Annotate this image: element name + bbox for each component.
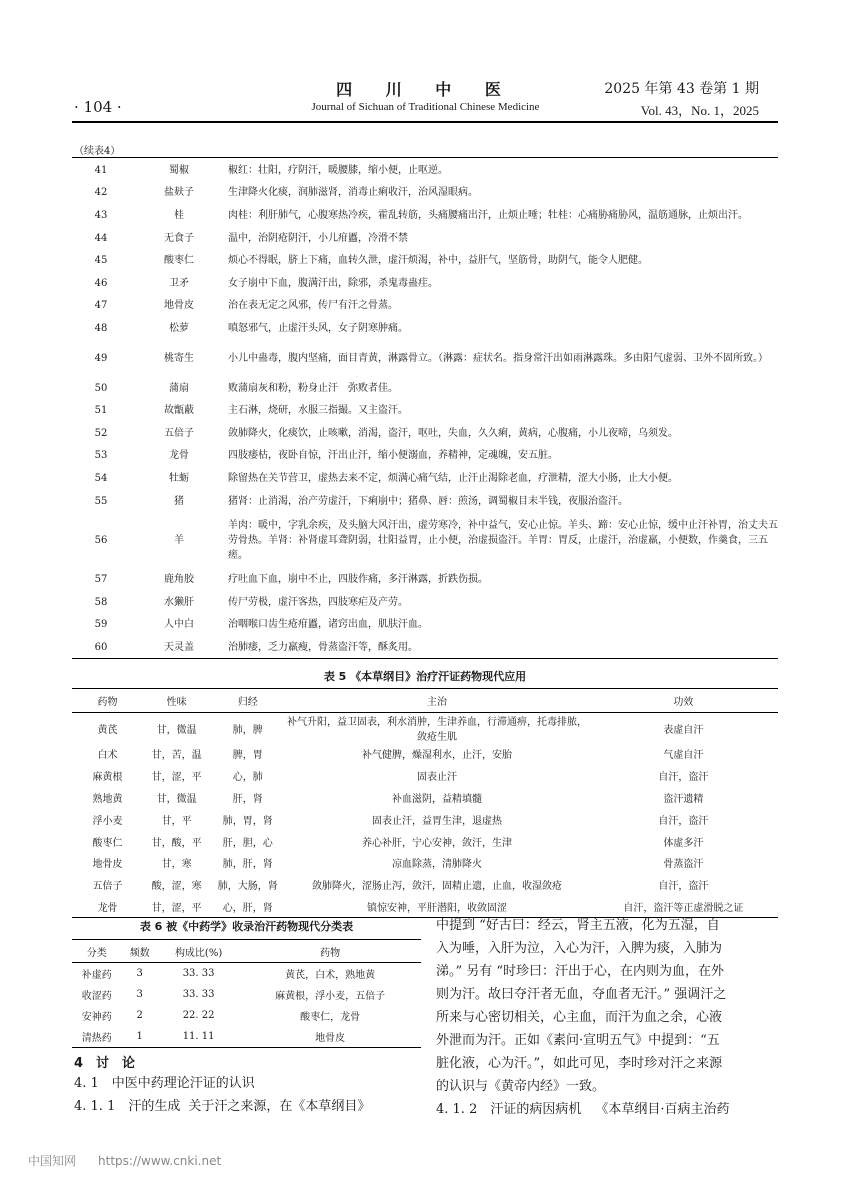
table4-row (72, 377, 778, 400)
section-4-1-1-heading: 4. 1. 1 汗的生成 (74, 1099, 181, 1114)
table5-cell: 敛肺降火，涩肠止泻，敛汗，固精止遗，止血，收湿敛疮 (312, 881, 563, 893)
table4-cell-no: 42 (94, 187, 108, 199)
table6-cell: 3 (136, 968, 143, 979)
table4-cell-desc: 椒红：壮阳，疗阴汗，暖腰膝，缩小便，止呕逆。 (228, 164, 448, 176)
table5-cell: 甘，涩，平 (151, 772, 202, 784)
table6-cell: 酸枣仁，龙骨 (300, 1012, 361, 1023)
table4-cell-name: 鹿角胶 (164, 574, 194, 586)
table5-cell: 肺，胃，肾 (222, 815, 273, 827)
table5-cell: 养心补肝，宁心安神，敛汗，生津 (362, 837, 513, 849)
table4-cell-desc: 烦心不得眠，脐上下痛，血转久泄，虚汗烦渴，补中，益肝气，坚筋骨，助阴气，能令人肥健。 (228, 255, 648, 267)
table5-caption: 表 5 《本草纲目》治疗汗证药物现代应用 (323, 670, 527, 683)
table4-cell-no: 48 (94, 322, 108, 334)
table5-cell: 表虚自汗 (663, 724, 704, 736)
table4-cell-desc: 生津降火化痰，润肺滋肾，消毒止痢收汗，治风湿眼病。 (228, 187, 478, 199)
table5-cell: 黄芪 (97, 724, 118, 736)
section-4-1-2-heading: 4. 1. 2 汗证的病因病机 (436, 1102, 582, 1117)
table4-cell-name: 人中白 (164, 619, 194, 631)
table4-cell-no: 49 (94, 352, 108, 364)
table4-cell-desc: 传尸劳极，虚汗客热，四肢寒疟及产劳。 (228, 596, 408, 608)
table5-cell: 心，肺 (232, 772, 263, 784)
table4-cell-name: 水獭肝 (164, 596, 194, 608)
table4-cell-no: 52 (94, 427, 108, 439)
table5-row (72, 765, 778, 787)
table4-cell-name: 猪 (174, 495, 184, 507)
table4-cell-name: 盐麸子 (164, 187, 194, 199)
table4-cell-name: 蒲扇 (169, 382, 189, 394)
table4-bottom-rule (72, 658, 778, 659)
table6-cell: 地骨皮 (315, 1033, 346, 1044)
table5-cell: 骨蒸盗汗 (663, 859, 704, 871)
text-line: 入为唾，入肝为泣，入心为汗，入脾为痰，入肺为 (436, 941, 723, 956)
table4-cell-desc: 羊肉：暖中，字乳余疾，及头脑大风汗出，虚劳寒冷，补中益气，安心止惊。羊头、蹄：安心止惊，缓中止汗补胃，治丈夫五劳骨热。羊肾：补肾虚耳聋阴弱，壮阳益胃，止小便，治虚损盗汗。羊胃：胃反，止虚汗，治虚羸，小便数，作羹食，三五瘥。 (228, 519, 778, 561)
table4-cell-no: 57 (94, 574, 108, 586)
table5-header-cell: 性味 (143, 689, 210, 713)
table4-cell-no: 51 (94, 405, 108, 417)
table4-cell-no: 58 (94, 596, 108, 608)
section-4-heading: 4 讨 论 (74, 1056, 136, 1071)
table4-cell-desc: 猪肾：止消渴，治产劳虚汗，下痢崩中；猪鼻、唇：煎汤，调蜀椒目末半钱，夜服治盗汗。 (228, 495, 628, 507)
table4-row (72, 159, 778, 182)
table6-cell: 补虚药 (81, 970, 112, 981)
table5-cell: 甘，微温 (156, 724, 197, 736)
table4-cell-no: 43 (94, 209, 108, 221)
table4-cell-desc: 除留热在关节营卫，虚热去来不定，烦满心痛气结，止汗止渴除老血，疗泄精，涩大小肠，止大小便。 (228, 472, 678, 484)
table5-cell: 地骨皮 (92, 859, 123, 871)
table5-cell: 酸，涩，寒 (151, 881, 202, 893)
table4-cell-name: 桂 (174, 209, 184, 221)
text-line: 外泄而为汗。正如《素问·宣明五气》中提到：“五 (436, 1033, 720, 1048)
table6-row (72, 984, 421, 1005)
footer-watermark (28, 1152, 243, 1169)
table5-cell: 凉血除蒸，清肺降火 (392, 859, 483, 871)
table6-caption: 表 6 被《中药学》收录治汗药物现代分类表 (139, 920, 354, 933)
table4-cell-name: 羊 (174, 534, 184, 546)
table4-cell-desc: 治咽喉口齿生疮疳䘌，诸窍出血，肌肤汗血。 (228, 619, 428, 631)
table4-row (72, 340, 778, 377)
table5-header-cell: 功效 (589, 689, 778, 713)
table4-cell-name: 无食子 (164, 232, 194, 244)
table4-row (72, 249, 778, 272)
footer-site-name: 中国知网 (28, 1154, 77, 1168)
table5-header-cell: 主治 (285, 689, 588, 713)
table4-cell-no: 46 (94, 277, 108, 289)
table6-header-cell: 分类 (72, 940, 122, 963)
table4-cell-no: 41 (94, 164, 108, 176)
text-line: 脏化液，心为汗。”，如此可见，李时珍对汗之来源 (436, 1056, 723, 1071)
table4-row (72, 399, 778, 422)
journal-title-cn: 四 川 中 医 (336, 80, 515, 99)
table6-cell: 黄芪，白术，熟地黄 (285, 970, 376, 981)
table4-row (72, 295, 778, 318)
journal-title-en: Journal of Sichuan of Traditional Chinese Medicine (311, 101, 540, 113)
section-4-1-heading: 4. 1 中医中药理论汗证的认识 (74, 1076, 255, 1091)
table4-cell-name: 牡蛎 (169, 472, 189, 484)
table5-cell: 脾，胃 (232, 750, 263, 762)
table6-cell: 清热药 (81, 1033, 112, 1044)
table5 (72, 688, 778, 918)
table4-cell-desc: 女子崩中下血，腹满汗出，除邪，杀鬼毒蛊疰。 (228, 277, 438, 289)
table4-cell-name: 故甑蔽 (164, 405, 194, 417)
paragraph-4-1-2 (436, 1098, 782, 1121)
table4-row (72, 422, 778, 445)
paragraph-4-1-2-body: 《本草纲目·百病主治药 (595, 1102, 730, 1117)
table4-cell-no: 44 (94, 232, 108, 244)
table5-cell: 固表止汗，益胃生津，退虚热 (372, 815, 503, 827)
issue-en: Vol. 43，No. 1，2025 (640, 103, 759, 118)
table6-row (72, 963, 421, 985)
table4-cell-no: 47 (94, 300, 108, 312)
table4-cell-desc: 疗吐血下血，崩中不止，四肢作痛，多汗淋露，折跌伤损。 (228, 574, 488, 586)
table4-row (72, 467, 778, 490)
table5-cell: 肺，大肠，肾 (217, 881, 278, 893)
text-line: 中提到 “好古曰：经云，肾主五液，化为五湿，自 (436, 918, 720, 933)
table4-continued-label: （续表4） (74, 146, 121, 157)
table5-cell: 自汗，盗汗 (658, 881, 709, 893)
table5-cell: 补气升阳，益卫固表，利水消肿，生津养血，行滞通痹，托毒排脓，敛疮生肌 (287, 717, 588, 743)
table4-row (72, 445, 778, 468)
table5-row (72, 808, 778, 830)
table6-header-cell: 构成比(%) (158, 940, 239, 963)
table4-cell-no: 54 (94, 472, 108, 484)
table5-cell: 自汗，盗汗等正虚滑脱之证 (623, 902, 744, 914)
table4-cell-desc: 敛肺降火，化痰饮，止咳嗽，消渴，盗汗，呕吐，失血，久久痢，黄病，心腹痛，小儿夜啼，乌须发。 (228, 427, 678, 439)
table5-cell: 盗汗遗精 (663, 793, 704, 805)
table4-row (72, 272, 778, 295)
table5-cell: 肺，脾 (232, 724, 263, 736)
table4-top-rule (72, 157, 778, 158)
table4-cell-name: 龙骨 (169, 450, 189, 462)
footer-url[interactable]: https://www.cnki.net (98, 1154, 222, 1168)
table5-cell: 气虚自汗 (663, 750, 704, 762)
table5-cell: 酸枣仁 (92, 837, 123, 849)
table5-cell: 肝，胆，心 (222, 837, 273, 849)
table5-cell: 肝，肾 (232, 793, 263, 805)
table5-row (72, 852, 778, 874)
table5-cell: 补气健脾，燥湿利水，止汗，安胎 (362, 750, 513, 762)
table6-cell: 2 (136, 1010, 143, 1021)
table4-cell-desc: 肉桂：利肝肺气，心腹寒热冷疾，霍乱转筋，头痛腰痛出汗，止烦止唾；牡桂：心痛胁痛胁风，温筋通脉，止烦出汗。 (228, 209, 748, 221)
table5-cell: 补血滋阴，益精填髓 (392, 793, 483, 805)
table6-cell: 收涩药 (81, 991, 112, 1002)
table4-row (72, 490, 778, 513)
table5-cell: 镇惊安神，平肝潜阳，收敛固涩 (367, 902, 508, 914)
table5-cell: 自汗，盗汗 (658, 772, 709, 784)
table5-cell: 自汗，盗汗 (658, 815, 709, 827)
paragraph-4-1-1-body: 关于汗之来源，在《本草纲目》 (188, 1099, 371, 1114)
table4-row (72, 227, 778, 250)
table6-cell: 33. 33 (182, 989, 215, 1000)
table4-cell-no: 53 (94, 450, 108, 462)
table5-cell: 五倍子 (92, 881, 123, 893)
table6-cell: 11. 11 (182, 1031, 215, 1042)
table5-row (72, 787, 778, 809)
text-line: 的认识与《黄帝内经》一致。 (436, 1079, 606, 1094)
table5-header-cell: 归经 (210, 689, 285, 713)
table4-cell-no: 55 (94, 495, 108, 507)
table4-cell-desc: 治在表无定之风邪，传尸有汗之骨蒸。 (228, 300, 398, 312)
table4-cell-name: 卫矛 (169, 277, 189, 289)
table4-cell-name: 酸枣仁 (164, 255, 194, 267)
table4-row (72, 591, 778, 614)
table5-cell: 甘，苦，温 (151, 750, 202, 762)
table4-row (72, 317, 778, 340)
table6-cell: 麻黄根，浮小麦，五倍子 (275, 991, 386, 1002)
table4-row (72, 512, 778, 568)
table5-cell: 固表止汗 (417, 772, 458, 784)
table6-row (72, 1005, 421, 1026)
table4-row (72, 568, 778, 591)
table4-cell-desc: 败蒲扇灰和粉，粉身止汗 弥败者佳。 (228, 382, 398, 394)
table6-header-cell: 药物 (239, 940, 421, 963)
table4-cell-name: 松萝 (169, 322, 189, 334)
table4-cell-desc: 四肢痿枯，夜卧自惊，汗出止汗，缩小便溺血，养精神，定魂魄，安五脏。 (228, 450, 558, 462)
table4-cell-name: 蜀椒 (169, 164, 189, 176)
table5-cell: 浮小麦 (92, 815, 123, 827)
table5-row (72, 830, 778, 852)
table6-row (72, 1026, 421, 1048)
table5-row (72, 713, 778, 744)
table6-cell: 安神药 (81, 1012, 112, 1023)
table4-cell-no: 56 (94, 534, 108, 546)
table4-cell-no: 59 (94, 619, 108, 631)
table4-cell-name: 天灵盖 (164, 641, 194, 653)
table6 (72, 939, 421, 1048)
table4-cell-desc: 小儿中蛊毒，腹内坚痛，面目青黄，淋露骨立。（淋露：症状名。指身常汗出如雨淋露珠。多由阳气虚弱、卫外不固所致。） (228, 352, 768, 364)
table4-cell-name: 地骨皮 (164, 300, 194, 312)
table6-header-cell: 频数 (122, 940, 158, 963)
table4-cell-desc: 治肺痿，乏力羸瘦，骨蒸盗汗等，酥炙用。 (228, 641, 418, 653)
table4-cell-no: 60 (94, 641, 108, 653)
table4-row (72, 614, 778, 637)
table4-cell-name: 桃寄生 (164, 352, 194, 364)
text-line: 所来与心密切相关，心主血，而汗为血之余，心液 (436, 1010, 723, 1025)
table5-cell: 甘，涩，平 (151, 902, 202, 914)
table5-header-cell: 药物 (72, 689, 143, 713)
table5-row (72, 743, 778, 765)
table5-cell: 肺，肝，肾 (222, 859, 273, 871)
text-line: 涕。” 另有 “时珍曰：汗出于心，在内则为血，在外 (436, 964, 725, 979)
table5-cell: 甘，寒 (161, 859, 192, 871)
table5-cell: 熟地黄 (92, 793, 123, 805)
table6-cell: 33. 33 (182, 968, 215, 979)
table5-cell: 心，肝，肾 (222, 902, 273, 914)
table5-row (72, 874, 778, 896)
table4-row (72, 182, 778, 205)
table5-cell: 体虚多汗 (663, 837, 704, 849)
table4 (72, 159, 778, 659)
table4-cell-desc: 主石淋，烧研，水服三指撮。又主盗汗。 (228, 405, 408, 417)
table5-cell: 白术 (97, 750, 118, 762)
table4-cell-desc: 温中，治阴疮阴汗，小儿疳䘌，冷滑不禁 (228, 232, 408, 244)
table4-cell-name: 五倍子 (164, 427, 194, 439)
table5-cell: 麻黄根 (92, 772, 123, 784)
table5-cell: 龙骨 (97, 902, 118, 914)
table5-cell: 甘，平 (161, 815, 192, 827)
paragraph-4-1-1 (74, 1095, 370, 1118)
right-column-text (436, 914, 782, 1121)
header-rule (72, 121, 778, 123)
table4-row (72, 636, 778, 659)
table4-cell-desc: 嗔怒邪气，止虚汗头风，女子阴寒肿痛。 (228, 322, 408, 334)
table6-cell: 1 (136, 1031, 143, 1042)
text-line: 则为汗。故曰夺汗者无血，夺血者无汗。” 强调汗之 (436, 987, 727, 1002)
page-number: · 104 · (74, 98, 122, 116)
table6-cell: 3 (136, 989, 143, 1000)
table4-cell-no: 50 (94, 382, 108, 394)
issue-cn: 2025 年第 43 卷第 1 期 (604, 81, 759, 97)
table4-row (72, 204, 778, 227)
table6-cell: 22. 22 (182, 1010, 215, 1021)
table4-cell-no: 45 (94, 255, 108, 267)
table5-cell: 甘，微温 (156, 793, 197, 805)
table5-cell: 甘，酸，平 (151, 837, 202, 849)
